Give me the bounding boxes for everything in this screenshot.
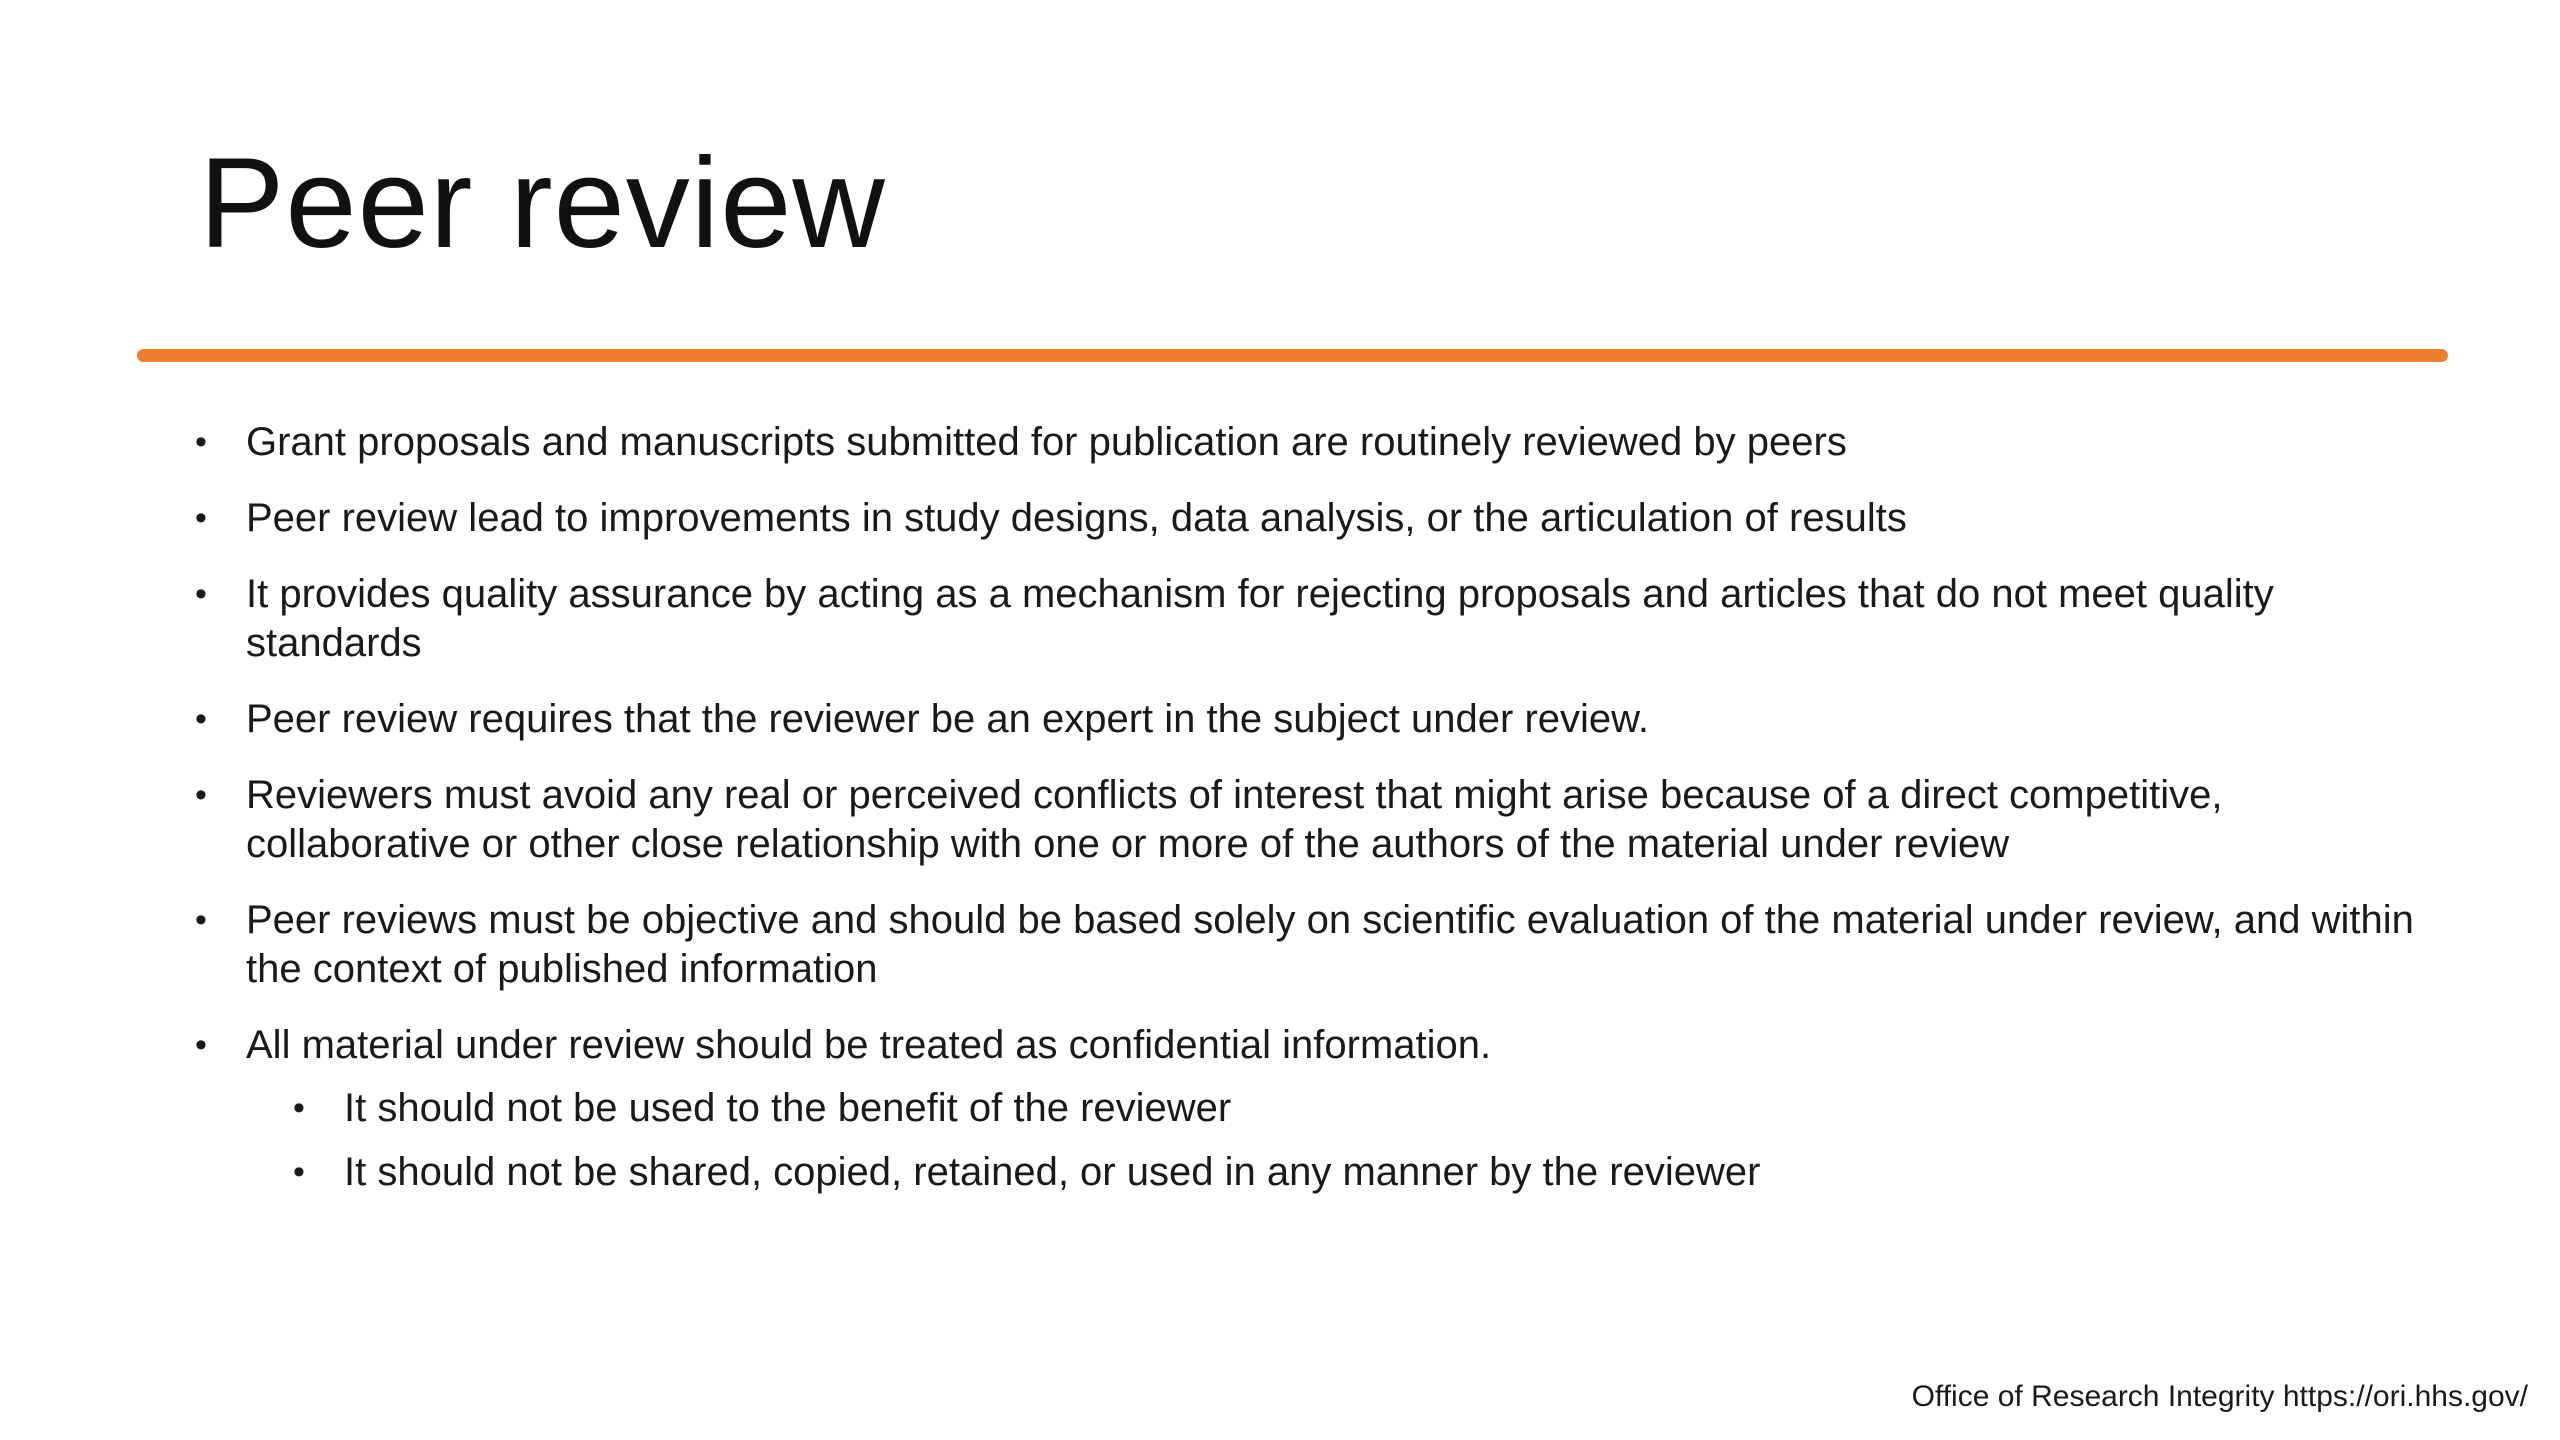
bullet-item: • Reviewers must avoid any real or perceived conflicts of interest that might arise because of a direct competitive, collaborative or other close relationship with one or more of the authors of the material under review (190, 771, 2420, 869)
bullet-item: • Peer reviews must be objective and should be based solely on scientific evaluation of the material under review, and within the context of published information (190, 896, 2420, 994)
source-footer: Office of Research Integrity https://ori.hhs.gov/ (1911, 1380, 2528, 1413)
bullet-item-text: All material under review should be treated as confidential information. (246, 1023, 1492, 1067)
bullet-item: • Peer review lead to improvements in study designs, data analysis, or the articulation of results (190, 494, 2420, 543)
bullet-item: • Grant proposals and manuscripts submitted for publication are routinely reviewed by peers (190, 418, 2420, 467)
sub-bullet-list (246, 1084, 2420, 1197)
sub-bullet-item: • It should not be used to the benefit of the reviewer (288, 1084, 2420, 1133)
slide-title: Peer review (199, 132, 886, 275)
bullet-item-confidential (190, 1021, 2420, 1197)
sub-bullet-item: • It should not be shared, copied, retained, or used in any manner by the reviewer (288, 1148, 2420, 1197)
bullet-item: • Peer review requires that the reviewer be an expert in the subject under review. (190, 695, 2420, 744)
bullet-list (190, 418, 2420, 1212)
title-divider (137, 349, 2448, 362)
bullet-item: • It provides quality assurance by acting as a mechanism for rejecting proposals and articles that do not meet quality standards (190, 570, 2420, 668)
